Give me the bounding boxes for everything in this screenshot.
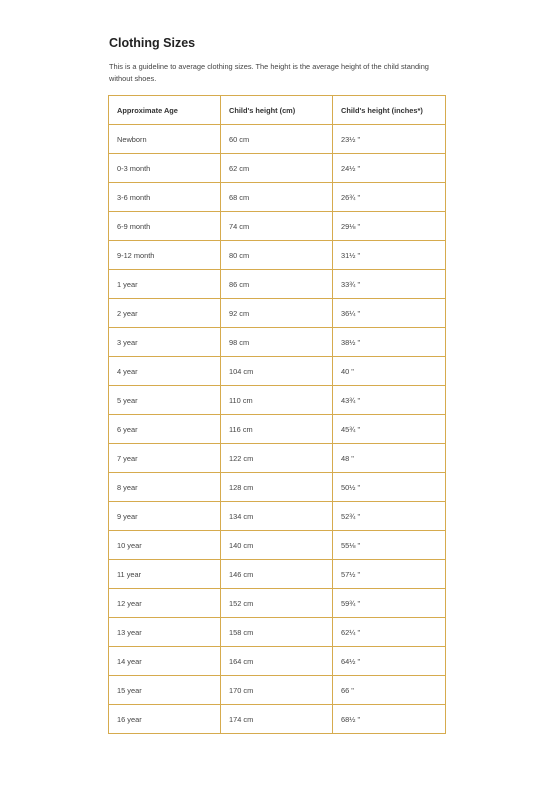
height-inches-cell: 57½ " bbox=[333, 560, 446, 589]
age-cell: 9 year bbox=[109, 502, 221, 531]
height-cm-cell: 164 cm bbox=[221, 647, 333, 676]
table-row bbox=[109, 154, 446, 183]
age-cell: 12 year bbox=[109, 589, 221, 618]
height-inches-cell: 31½ " bbox=[333, 241, 446, 270]
height-inches-cell: 68½ " bbox=[333, 705, 446, 734]
age-cell: 15 year bbox=[109, 676, 221, 705]
height-cm-cell: 170 cm bbox=[221, 676, 333, 705]
height-cm-cell: 140 cm bbox=[221, 531, 333, 560]
height-cm-cell: 74 cm bbox=[221, 212, 333, 241]
height-inches-cell: 26¾ " bbox=[333, 183, 446, 212]
header-age: Approximate Age bbox=[109, 96, 221, 125]
age-cell: 4 year bbox=[109, 357, 221, 386]
age-cell: 13 year bbox=[109, 618, 221, 647]
table-row bbox=[109, 125, 446, 154]
height-inches-cell: 48 " bbox=[333, 444, 446, 473]
table-row bbox=[109, 299, 446, 328]
header-height-inches: Child's height (inches*) bbox=[333, 96, 446, 125]
height-inches-cell: 55⅛ " bbox=[333, 531, 446, 560]
height-cm-cell: 60 cm bbox=[221, 125, 333, 154]
height-inches-cell: 43¾ " bbox=[333, 386, 446, 415]
table-row bbox=[109, 444, 446, 473]
height-inches-cell: 24½ " bbox=[333, 154, 446, 183]
clothing-size-table bbox=[108, 95, 446, 734]
height-cm-cell: 98 cm bbox=[221, 328, 333, 357]
intro-text: This is a guideline to average clothing sizes. The height is the average height of the child standing without shoes. bbox=[109, 62, 429, 83]
table-row bbox=[109, 415, 446, 444]
table-row bbox=[109, 270, 446, 299]
age-cell: 7 year bbox=[109, 444, 221, 473]
age-cell: 2 year bbox=[109, 299, 221, 328]
height-cm-cell: 92 cm bbox=[221, 299, 333, 328]
height-cm-cell: 104 cm bbox=[221, 357, 333, 386]
height-cm-cell: 122 cm bbox=[221, 444, 333, 473]
age-cell: 0-3 month bbox=[109, 154, 221, 183]
table-row bbox=[109, 473, 446, 502]
table-row bbox=[109, 676, 446, 705]
height-cm-cell: 86 cm bbox=[221, 270, 333, 299]
age-cell: 6 year bbox=[109, 415, 221, 444]
age-cell: Newborn bbox=[109, 125, 221, 154]
age-cell: 8 year bbox=[109, 473, 221, 502]
header-height-cm: Child's height (cm) bbox=[221, 96, 333, 125]
table-row bbox=[109, 212, 446, 241]
age-cell: 3-6 month bbox=[109, 183, 221, 212]
age-cell: 6-9 month bbox=[109, 212, 221, 241]
height-inches-cell: 36¼ " bbox=[333, 299, 446, 328]
age-cell: 11 year bbox=[109, 560, 221, 589]
table-row bbox=[109, 502, 446, 531]
table-row bbox=[109, 647, 446, 676]
height-inches-cell: 23½ " bbox=[333, 125, 446, 154]
height-inches-cell: 45¾ " bbox=[333, 415, 446, 444]
table-row bbox=[109, 183, 446, 212]
height-cm-cell: 134 cm bbox=[221, 502, 333, 531]
height-inches-cell: 59¾ " bbox=[333, 589, 446, 618]
height-inches-cell: 29⅛ " bbox=[333, 212, 446, 241]
height-inches-cell: 40 " bbox=[333, 357, 446, 386]
age-cell: 1 year bbox=[109, 270, 221, 299]
age-cell: 5 year bbox=[109, 386, 221, 415]
height-inches-cell: 62¼ " bbox=[333, 618, 446, 647]
table-body bbox=[109, 125, 446, 734]
table-row bbox=[109, 560, 446, 589]
table-row bbox=[109, 386, 446, 415]
table-row bbox=[109, 589, 446, 618]
table-row bbox=[109, 705, 446, 734]
table-header-row bbox=[109, 96, 446, 125]
age-cell: 3 year bbox=[109, 328, 221, 357]
height-inches-cell: 52¾ " bbox=[333, 502, 446, 531]
table-row bbox=[109, 241, 446, 270]
height-cm-cell: 158 cm bbox=[221, 618, 333, 647]
table-row bbox=[109, 531, 446, 560]
height-cm-cell: 146 cm bbox=[221, 560, 333, 589]
height-inches-cell: 38½ " bbox=[333, 328, 446, 357]
age-cell: 9-12 month bbox=[109, 241, 221, 270]
height-inches-cell: 64½ " bbox=[333, 647, 446, 676]
height-inches-cell: 50½ " bbox=[333, 473, 446, 502]
height-cm-cell: 174 cm bbox=[221, 705, 333, 734]
table-row bbox=[109, 618, 446, 647]
height-cm-cell: 128 cm bbox=[221, 473, 333, 502]
table-row bbox=[109, 357, 446, 386]
age-cell: 14 year bbox=[109, 647, 221, 676]
height-cm-cell: 152 cm bbox=[221, 589, 333, 618]
height-cm-cell: 116 cm bbox=[221, 415, 333, 444]
height-cm-cell: 68 cm bbox=[221, 183, 333, 212]
age-cell: 16 year bbox=[109, 705, 221, 734]
age-cell: 10 year bbox=[109, 531, 221, 560]
height-inches-cell: 66 " bbox=[333, 676, 446, 705]
height-cm-cell: 62 cm bbox=[221, 154, 333, 183]
height-inches-cell: 33¾ " bbox=[333, 270, 446, 299]
table-row bbox=[109, 328, 446, 357]
page-title: Clothing Sizes bbox=[109, 36, 196, 50]
height-cm-cell: 80 cm bbox=[221, 241, 333, 270]
height-cm-cell: 110 cm bbox=[221, 386, 333, 415]
